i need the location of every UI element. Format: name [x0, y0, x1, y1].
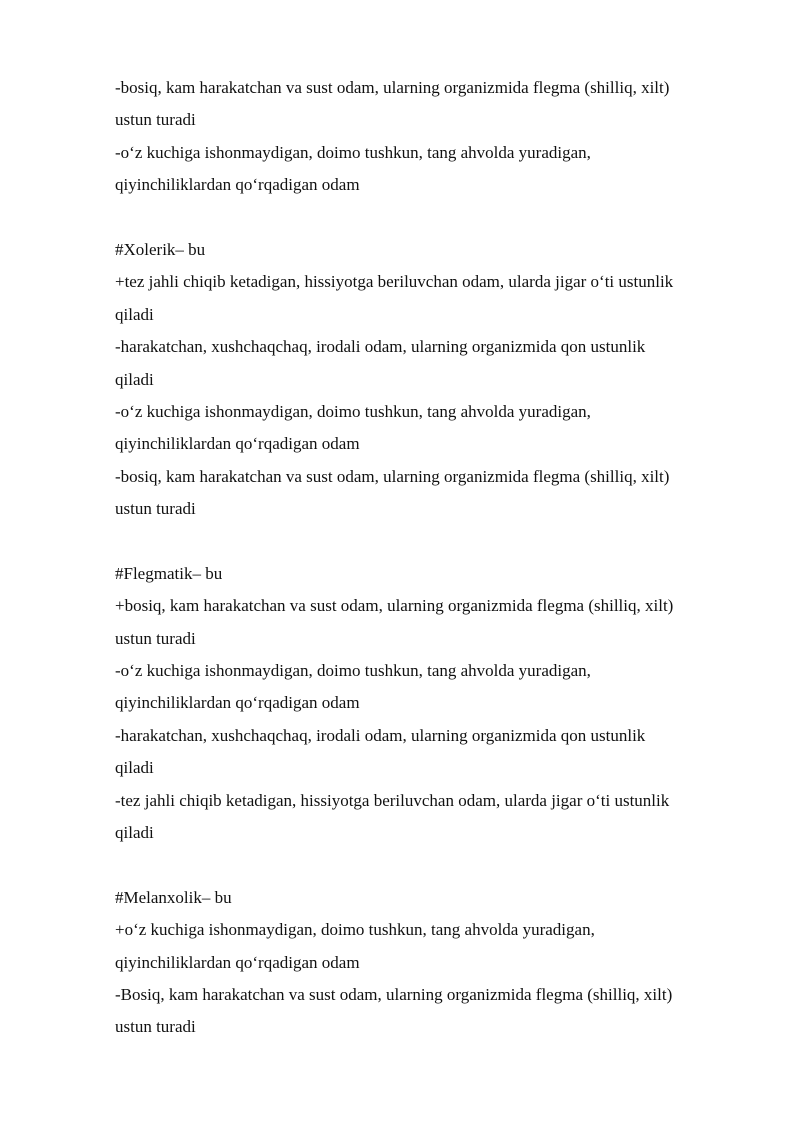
- question-block-xolerik: [115, 234, 755, 526]
- answer-line: qiyinchiliklardan qo‘rqadigan odam: [115, 693, 360, 713]
- answer-line: +bosiq, kam harakatchan va sust odam, ularning organizmida flegma (shilliq, xilt): [115, 596, 674, 616]
- question-block-melanxolik: [115, 882, 755, 1044]
- answer-line: -Bosiq, kam harakatchan va sust odam, ularning organizmida flegma (shilliq, xilt): [115, 984, 673, 1004]
- answer-line: qiyinchiliklardan qo‘rqadigan odam: [115, 952, 360, 972]
- answer-line: ustun turadi: [115, 110, 196, 130]
- answer-line: -o‘z kuchiga ishonmaydigan, doimo tushkun, tang ahvolda yuradigan,: [115, 142, 591, 162]
- answer-block: [115, 72, 755, 202]
- question-block-flegmatik: [115, 558, 755, 850]
- answer-line: -bosiq, kam harakatchan va sust odam, ularning organizmida flegma (shilliq, xilt): [115, 466, 670, 486]
- answer-line: qiladi: [115, 758, 154, 778]
- answer-line: -harakatchan, xushchaqchaq, irodali odam, ularning organizmida qon ustunlik: [115, 337, 646, 357]
- answer-line: -o‘z kuchiga ishonmaydigan, doimo tushkun, tang ahvolda yuradigan,: [115, 661, 591, 681]
- spacer: [115, 525, 755, 557]
- answer-line: ustun turadi: [115, 499, 196, 519]
- answer-line: +o‘z kuchiga ishonmaydigan, doimo tushkun, tang ahvolda yuradigan,: [115, 920, 595, 940]
- spacer: [115, 849, 755, 881]
- answer-line: ustun turadi: [115, 628, 196, 648]
- answer-line: +tez jahli chiqib ketadigan, hissiyotga beriluvchan odam, ularda jigar o‘ti ustunlik: [115, 272, 674, 292]
- answer-line: -bosiq, kam harakatchan va sust odam, ularning organizmida flegma (shilliq, xilt): [115, 78, 670, 97]
- spacer: [115, 202, 755, 234]
- answer-line: -harakatchan, xushchaqchaq, irodali odam, ularning organizmida qon ustunlik: [115, 725, 646, 745]
- question-heading: #Flegmatik– bu: [115, 563, 223, 583]
- answer-line: qiladi: [115, 822, 154, 842]
- answer-line: -o‘z kuchiga ishonmaydigan, doimo tushkun, tang ahvolda yuradigan,: [115, 401, 591, 421]
- document-body: [115, 72, 755, 1044]
- question-heading: #Melanxolik– bu: [115, 887, 232, 907]
- answer-line: qiyinchiliklardan qo‘rqadigan odam: [115, 175, 360, 195]
- answer-line: qiladi: [115, 369, 154, 389]
- answer-line: ustun turadi: [115, 1017, 196, 1037]
- answer-line: -tez jahli chiqib ketadigan, hissiyotga beriluvchan odam, ularda jigar o‘ti ustunlik: [115, 790, 670, 810]
- answer-line: qiladi: [115, 304, 154, 324]
- question-heading: #Xolerik– bu: [115, 239, 206, 259]
- answer-line: qiyinchiliklardan qo‘rqadigan odam: [115, 434, 360, 454]
